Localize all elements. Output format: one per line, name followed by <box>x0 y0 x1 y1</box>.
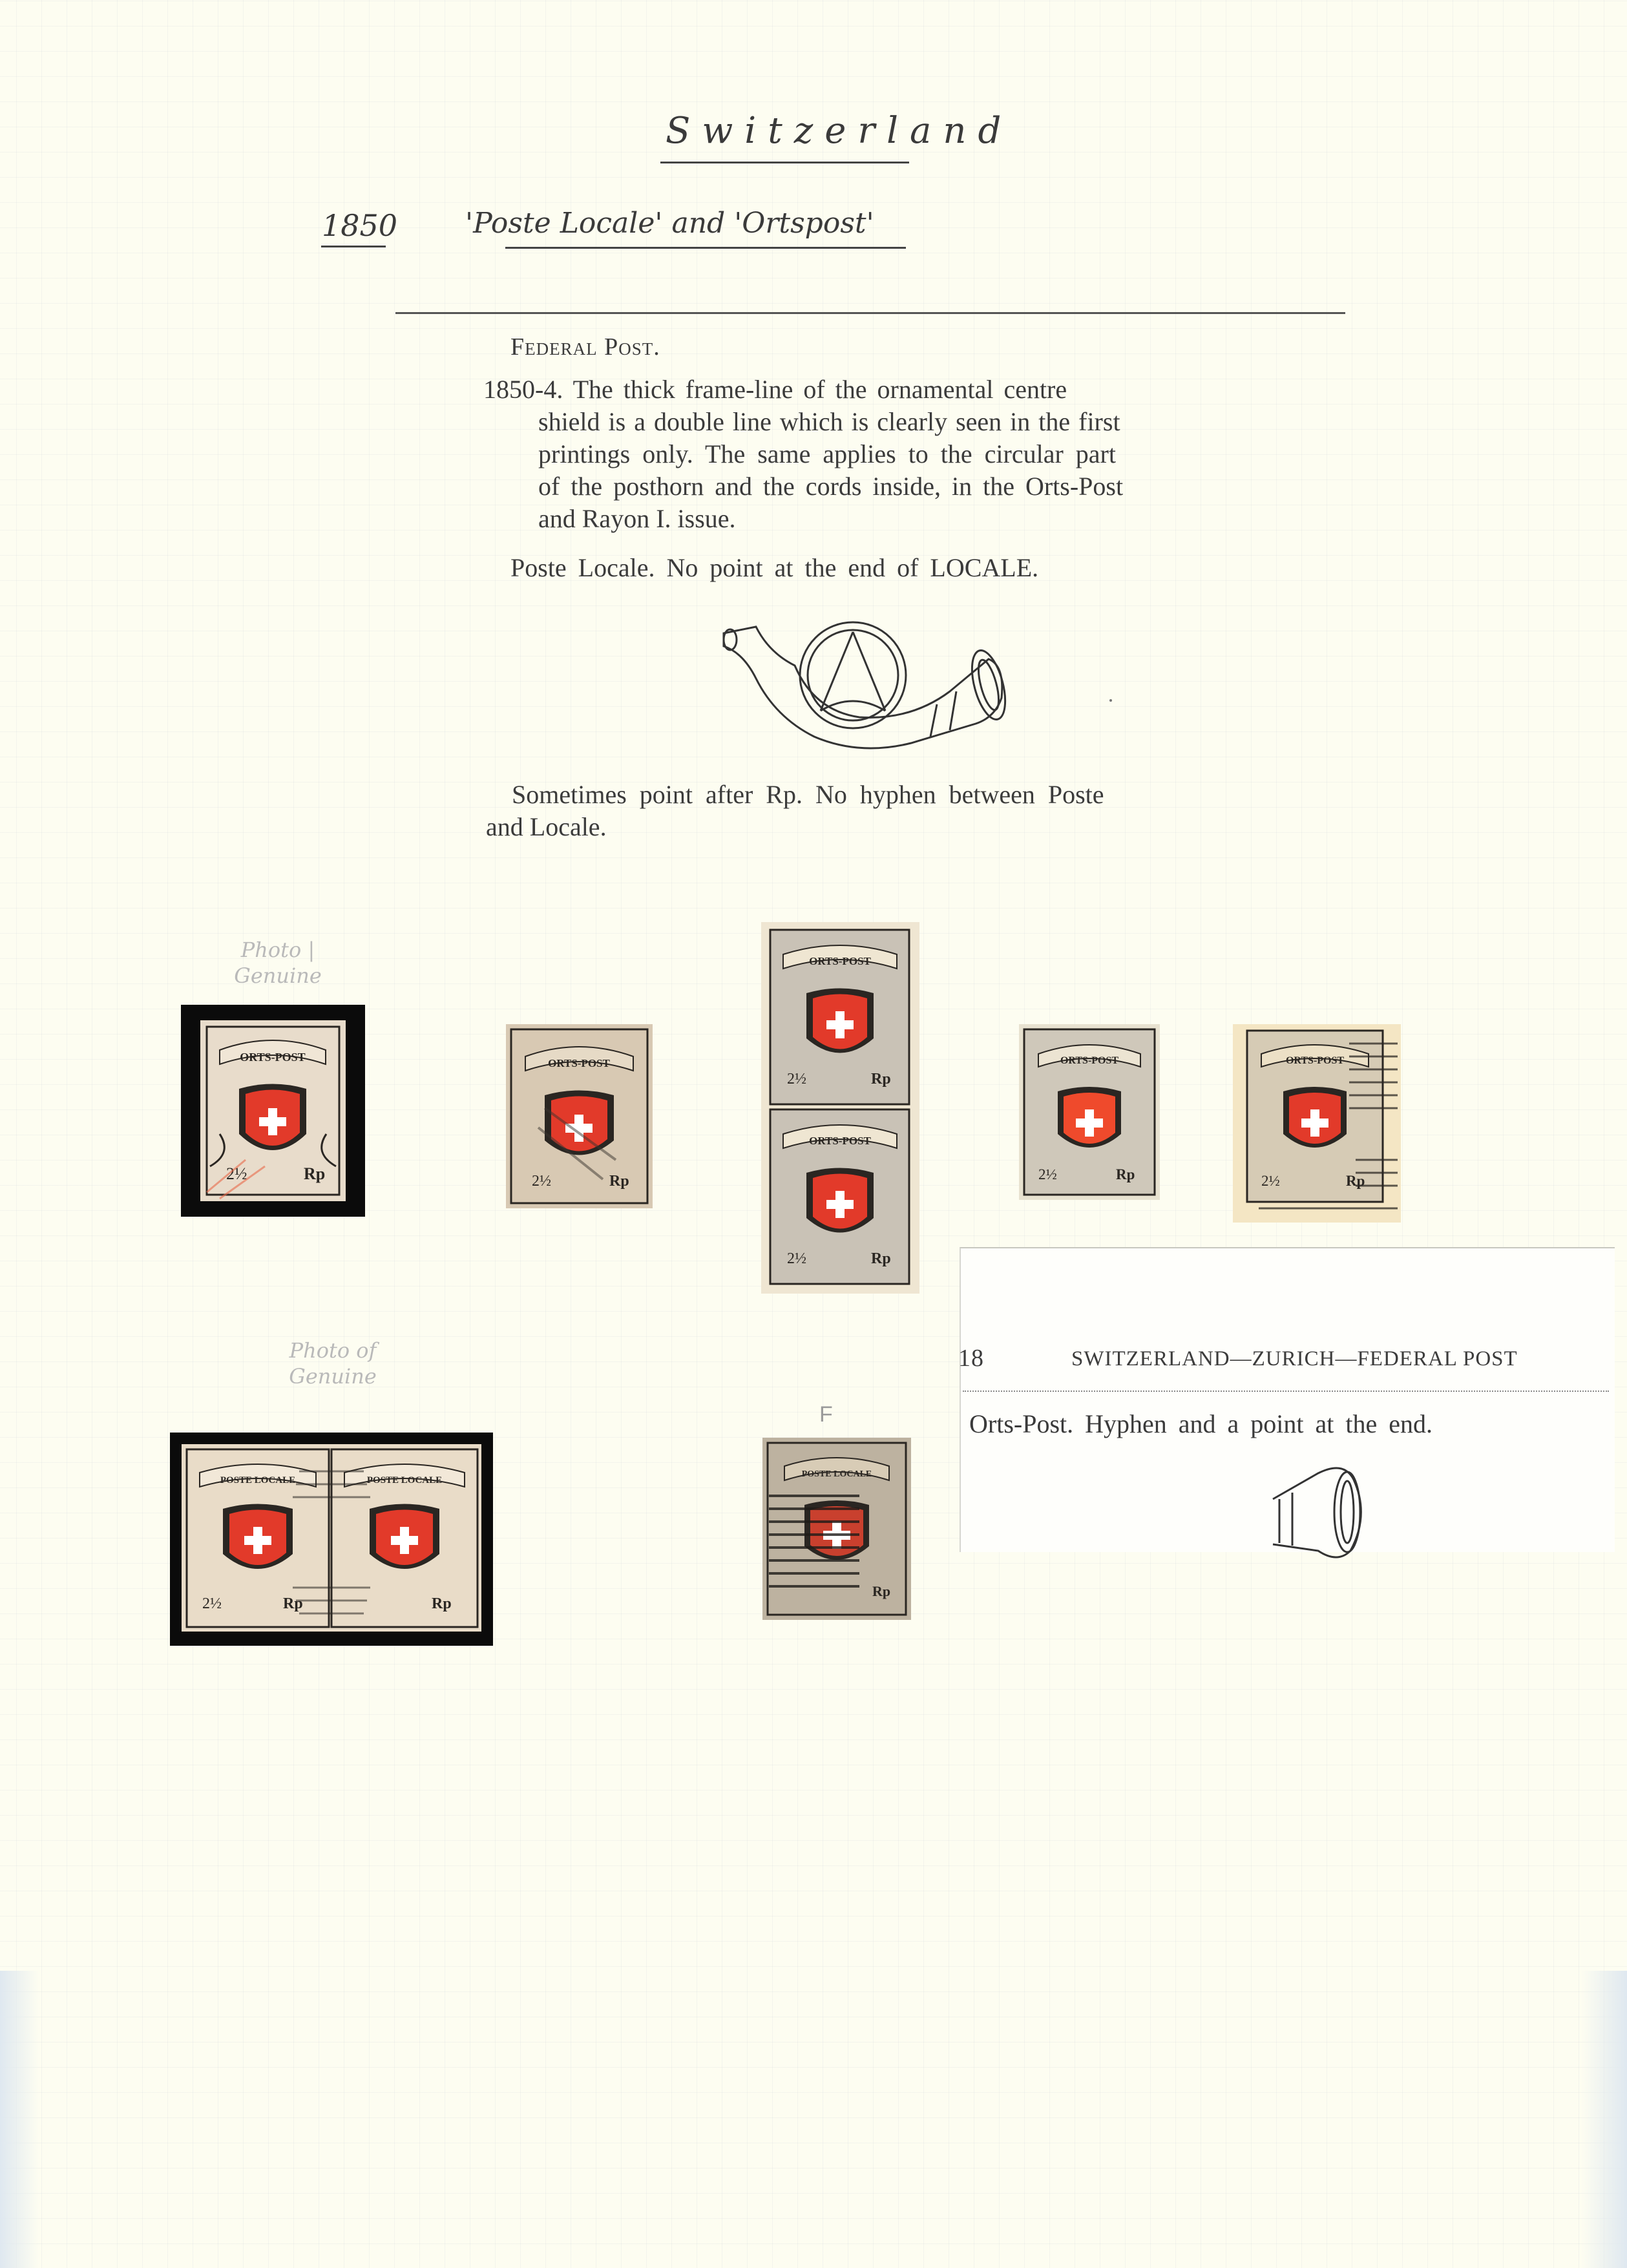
paragraph-line: and Rayon I. issue. <box>538 504 736 533</box>
stamp-legend: POSTE LOCALE <box>801 1469 872 1479</box>
stamp-rp: Rp <box>872 1583 891 1599</box>
stamp-poste-locale-forgery <box>762 1438 911 1620</box>
stamp-legend: ORTS-POST <box>1285 1055 1345 1066</box>
clipping-running-head: SWITZERLAND—ZURICH—FEDERAL POST <box>1071 1347 1518 1370</box>
issue-underline <box>505 247 906 249</box>
clipping-top-rule <box>395 312 1345 314</box>
stamp-value: 2½ <box>787 1071 806 1087</box>
stamp-value: 2½ <box>787 1250 806 1267</box>
stamp-image <box>1233 1024 1401 1223</box>
stamp-value: 2½ <box>532 1173 551 1190</box>
stamp-image <box>170 1433 493 1646</box>
scan-edge-left <box>0 1971 39 2268</box>
scan-speck <box>1109 699 1112 702</box>
description-paragraph <box>483 373 1239 535</box>
hyphen-note <box>486 779 1235 843</box>
clipping-rule <box>963 1391 1609 1393</box>
paragraph-line: of the posthorn and the cords inside, in the Orts-Post <box>538 472 1124 501</box>
title-underline <box>660 162 909 163</box>
year-underline <box>321 246 386 247</box>
pencil-note-photo-of-genuine: Photo of Genuine <box>289 1338 377 1389</box>
stamp-rp: Rp <box>1346 1173 1365 1189</box>
stamp-value: 2½ <box>1261 1173 1280 1189</box>
posthorn-illustration <box>717 614 1008 756</box>
stamp-legend: POSTE LOCALE <box>220 1475 296 1486</box>
stamp-poste-locale-pair-mounted <box>170 1433 493 1646</box>
stamp-orts-post <box>1019 1024 1160 1200</box>
stamp-value: 2½ <box>202 1595 222 1612</box>
stamp-image <box>1019 1024 1160 1200</box>
stamp-legend: POSTE LOCALE <box>366 1475 443 1486</box>
horn-mouth-illustration <box>1266 1454 1370 1564</box>
section-heading: Federal Post. <box>510 333 660 361</box>
stamp-legend: ORTS-POST <box>809 955 871 967</box>
stamp-rp: Rp <box>871 1250 891 1267</box>
paragraph-line: shield is a double line which is clearly seen in the first <box>538 407 1120 436</box>
paragraph-line: and Locale. <box>486 812 607 841</box>
stamp-orts-post-on-piece <box>1233 1024 1401 1223</box>
forgery-mark: F <box>819 1402 833 1427</box>
stamp-rp: Rp <box>609 1173 629 1190</box>
pencil-note-photo-genuine: Photo | Genuine <box>234 938 322 988</box>
stamp-rp: Rp <box>871 1071 891 1087</box>
stamp-orts-post-vertical-pair <box>761 922 919 1294</box>
stamp-rp: Rp <box>1116 1166 1135 1182</box>
stamp-rp: Rp <box>432 1595 452 1612</box>
stamp-image <box>181 1005 365 1217</box>
country-title: Switzerland <box>666 110 1013 152</box>
stamp-image <box>762 1438 911 1620</box>
stamp-legend: ORTS-POST <box>809 1135 871 1147</box>
stamp-image <box>761 922 919 1294</box>
stamp-orts-post <box>506 1024 653 1208</box>
issue-title: 'Poste Locale' and 'Ortspost' <box>465 207 874 240</box>
poste-locale-note: Poste Locale. No point at the end of LOCALE. <box>510 553 1039 582</box>
paragraph-line: Sometimes point after Rp. No hyphen between Poste <box>512 780 1104 809</box>
scan-edge-right <box>1582 1971 1627 2268</box>
stamp-legend: ORTS-POST <box>1060 1055 1119 1066</box>
paragraph-line: printings only. The same applies to the circular part <box>538 439 1116 468</box>
stamp-value: 2½ <box>1038 1166 1057 1182</box>
stamp-value: 2½ <box>226 1164 247 1183</box>
stamp-rp: Rp <box>304 1164 326 1183</box>
stamp-rp: Rp <box>283 1595 303 1612</box>
stamp-orts-post-mounted <box>181 1005 365 1217</box>
issue-year: 1850 <box>322 208 398 243</box>
orts-post-note: Orts-Post. Hyphen and a point at the end. <box>969 1409 1433 1438</box>
stamp-image <box>506 1024 653 1208</box>
stamp-legend: ORTS-POST <box>548 1057 610 1069</box>
clipping-page-number: 18 <box>958 1345 984 1372</box>
stamp-legend: ORTS-POST <box>240 1051 306 1064</box>
paragraph-line: 1850-4. The thick frame-line of the ornamental centre <box>483 375 1067 404</box>
